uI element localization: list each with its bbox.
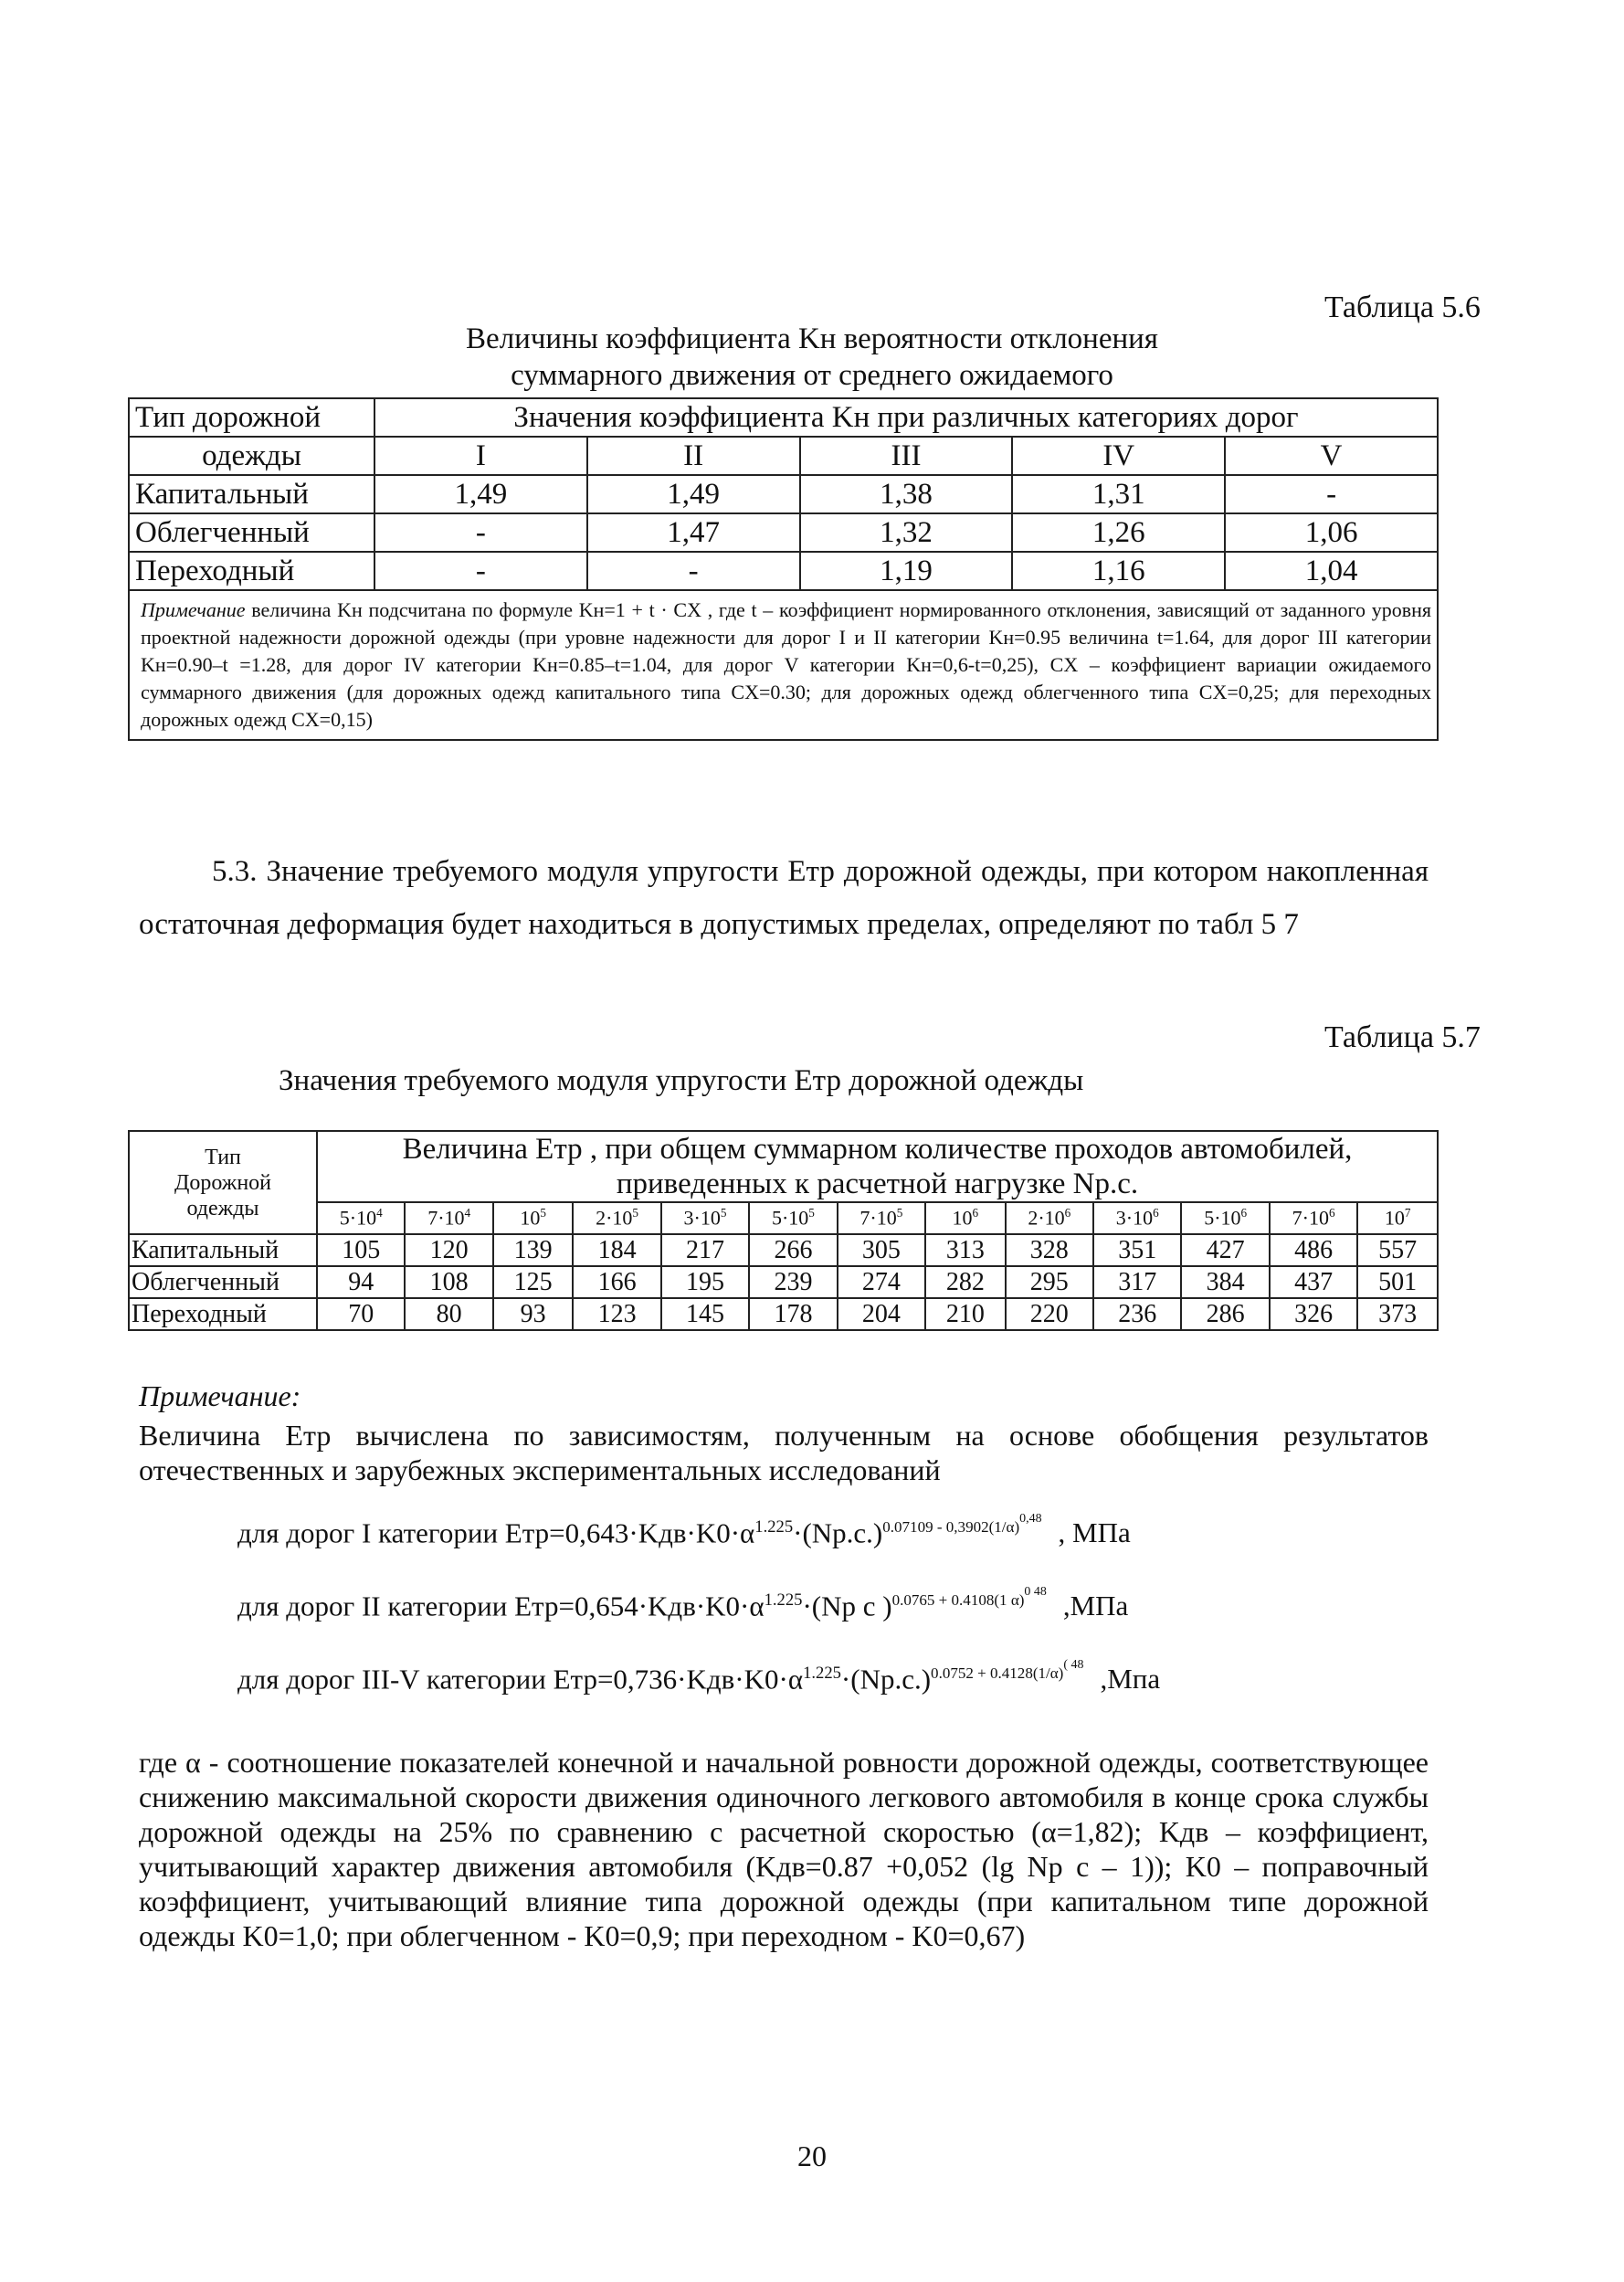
table-cell: 120 (405, 1234, 492, 1266)
table-cell: 1,04 (1225, 552, 1438, 590)
column-header: $2\cdot 10^6$ (1006, 1202, 1093, 1234)
table-header-modulus (317, 1131, 1438, 1202)
table-cell: 1,38 (800, 475, 1013, 513)
table-cell: 210 (925, 1298, 1005, 1330)
row-name: Переходный (129, 552, 374, 590)
table-cell: 145 (661, 1298, 749, 1330)
table-cell: 305 (838, 1234, 925, 1266)
column-header: $2\cdot 10^5$ (573, 1202, 660, 1234)
table-cell: 105 (317, 1234, 405, 1266)
row-name: Переходный (129, 1298, 317, 1330)
header-modulus-line2: приведенных к расчетной нагрузке Np.c. (616, 1167, 1139, 1200)
table-cell: 326 (1270, 1298, 1357, 1330)
column-header: $10^6$ (925, 1202, 1005, 1234)
table-cell: 1,49 (374, 475, 587, 513)
header-modulus-line1: Величина Eтр , при общем суммарном количестве проходов автомобилей, (402, 1133, 1353, 1166)
table-cell: 123 (573, 1298, 660, 1330)
note-label: Примечание (141, 598, 246, 621)
table-cell: 80 (405, 1298, 492, 1330)
table-header-coefficient: Значения коэффициента Kн при различных категориях дорог (374, 398, 1438, 437)
table-cell: 328 (1006, 1234, 1093, 1266)
column-header: $3\cdot 10^6$ (1093, 1202, 1181, 1234)
row-name: Облегченный (129, 1266, 317, 1298)
table-5-6-title-line1: Величины коэффициента Kн вероятности отклонения (466, 322, 1158, 355)
column-header: $10^7$ (1357, 1202, 1438, 1234)
table-cell: 351 (1093, 1234, 1181, 1266)
table-cell: 384 (1181, 1266, 1269, 1298)
table-5-6-note (129, 590, 1438, 740)
table-row (129, 475, 1438, 513)
column-header: $10^5$ (493, 1202, 573, 1234)
table-cell: 286 (1181, 1298, 1269, 1330)
table-5-7-title: Значения требуемого модуля упругости Eтр дорожной одежды (279, 1064, 1084, 1097)
table-cell: 373 (1357, 1298, 1438, 1330)
column-header: $5\cdot 10^6$ (1181, 1202, 1269, 1234)
table-cell: 220 (1006, 1298, 1093, 1330)
column-header: $3\cdot 10^5$ (661, 1202, 749, 1234)
category-header: II (587, 437, 800, 475)
table-header-type-line2: одежды (129, 437, 374, 475)
table-cell: 313 (925, 1234, 1005, 1266)
formula-category-1: для дорог I категории $Eтр=0,643\cdot Kдв\cdot K0\cdot\alpha^{1.225}\cdot(Np.c.)^{0.07109 - 0,3902(1/\alpha)0,48}$ , МПа (237, 1512, 1131, 1549)
table-cell: 94 (317, 1266, 405, 1298)
table-cell: 108 (405, 1266, 492, 1298)
table-cell: 70 (317, 1298, 405, 1330)
table-cell: 1,26 (1012, 513, 1225, 552)
table-cell: 1,49 (587, 475, 800, 513)
table-cell: 486 (1270, 1234, 1357, 1266)
table-cell: 1,47 (587, 513, 800, 552)
table-cell: 204 (838, 1298, 925, 1330)
table-cell: 178 (749, 1298, 837, 1330)
table-5-6-title-line2: суммарного движения от среднего ожидаемого (511, 359, 1113, 392)
table-cell: 139 (493, 1234, 573, 1266)
row-name: Капитальный (129, 1234, 317, 1266)
table-cell: 93 (493, 1298, 573, 1330)
category-header: I (374, 437, 587, 475)
header-type-line: одежды (186, 1196, 259, 1220)
formula-category-2: для дорог II категории $Eтр=0,654\cdot Kдв\cdot K0\cdot\alpha^{1.225}\cdot(Np$ c )$^{0.0765 + 0.4108(1 \alpha)0 48}$ ,МПа (237, 1585, 1129, 1622)
table-cell: 282 (925, 1266, 1005, 1298)
table-cell: 166 (573, 1266, 660, 1298)
category-header: IV (1012, 437, 1225, 475)
paragraph-where: где α - соотношение показателей конечной и начальной ровности дорожной одежды, соответствующее снижению максимальной скорости движения одиночного легкового автомобиля в конце срока службы дорожной одежды на 25% по сравнению с расчетной скоростью (α=1,82); Kдв – коэффициент, учитывающий характер движения автомобиля (Kдв=0.87 +0,052 (lg Np c – 1)); K0 – поправочный коэффициент, учитывающий влияние типа дорожной одежды (при капитальном типе дорожной одежды K0=1,0; при облегченном - K0=0,9; при переходном - K0=0,67) (139, 1746, 1429, 1952)
table-cell: 195 (661, 1266, 749, 1298)
table-cell: 266 (749, 1234, 837, 1266)
column-header: $5\cdot 10^4$ (317, 1202, 405, 1234)
table-cell: - (1225, 475, 1438, 513)
category-header: V (1225, 437, 1438, 475)
table-cell: 1,32 (800, 513, 1013, 552)
table-cell: 217 (661, 1234, 749, 1266)
table-cell: 317 (1093, 1266, 1181, 1298)
note-2-label: Примечание: (139, 1379, 301, 1412)
column-header: $7\cdot 10^6$ (1270, 1202, 1357, 1234)
column-header: $7\cdot 10^4$ (405, 1202, 492, 1234)
row-name: Облегченный (129, 513, 374, 552)
table-cell: 1,19 (800, 552, 1013, 590)
header-type-line: Тип (205, 1145, 241, 1169)
note-2-text: Величина Eтр вычислена по зависимостям, полученным на основе обобщения результатов отечественных и зарубежных экспериментальных исследований (139, 1419, 1429, 1486)
table-number-5-6: Таблица 5.6 (1324, 291, 1481, 324)
table-cell: 1,16 (1012, 552, 1225, 590)
table-cell: - (374, 513, 587, 552)
table-row (129, 552, 1438, 590)
paragraph-5-3: 5.3. Значение требуемого модуля упругости Eтр дорожной одежды, при котором накопленная остаточная деформация будет находиться в допустимых пределах, определяют по табл 5 7 (139, 855, 1429, 941)
table-cell: 295 (1006, 1266, 1093, 1298)
row-name: Капитальный (129, 475, 374, 513)
table-number-5-7: Таблица 5.7 (1324, 1020, 1481, 1054)
table-header-type-line1: Тип дорожной (129, 398, 374, 437)
page-number: 20 (797, 2139, 827, 2172)
table-row (129, 513, 1438, 552)
table-cell: - (587, 552, 800, 590)
table-cell: - (374, 552, 587, 590)
formula-category-3-5: для дорог III-V категории $Eтр=0,736\cdot Kдв\cdot K0\cdot\alpha^{1.225}\cdot(Np.c.)^{0.0752 + 0.4128(1/\alpha)( 48}$ ,Мпа (237, 1658, 1161, 1696)
table-row (129, 1234, 1438, 1266)
column-header: $7\cdot 10^5$ (838, 1202, 925, 1234)
table-cell: 1,31 (1012, 475, 1225, 513)
table-cell: 184 (573, 1234, 660, 1266)
table-cell: 437 (1270, 1266, 1357, 1298)
table-cell: 557 (1357, 1234, 1438, 1266)
note-text: величина Kн подсчитана по формуле Kн=1 + t · CХ , где t – коэффициент нормированного отклонения, зависящий от заданного уровня проектной надежности дорожной одежды (при уровне надежности для дорог I и II категории Kн=0.95 величина t=1.64, для дорог III категории Kн=0.90–t =1.28, для дорог IV категории Kн=0.85–t=1.04, для дорог V категории Kн=0,6-t=0,25), CХ – коэффициент вариации ожидаемого суммарного движения (для дорожных одежд капитального типа CХ=0.30; для дорожных одежд облегченного типа CХ=0,25; для переходных дорожных одежд CХ=0,15) (141, 598, 1431, 731)
table-5-7 (128, 1130, 1439, 1331)
column-header: $5\cdot 10^5$ (749, 1202, 837, 1234)
table-cell: 427 (1181, 1234, 1269, 1266)
table-5-6 (128, 397, 1439, 741)
table-cell: 501 (1357, 1266, 1438, 1298)
table-cell: 125 (493, 1266, 573, 1298)
header-type-line: Дорожной (174, 1170, 272, 1195)
table-header-type (129, 1131, 317, 1234)
table-row (129, 1298, 1438, 1330)
table-cell: 274 (838, 1266, 925, 1298)
table-cell: 1,06 (1225, 513, 1438, 552)
table-cell: 236 (1093, 1298, 1181, 1330)
table-row (129, 1266, 1438, 1298)
table-cell: 239 (749, 1266, 837, 1298)
category-header: III (800, 437, 1013, 475)
